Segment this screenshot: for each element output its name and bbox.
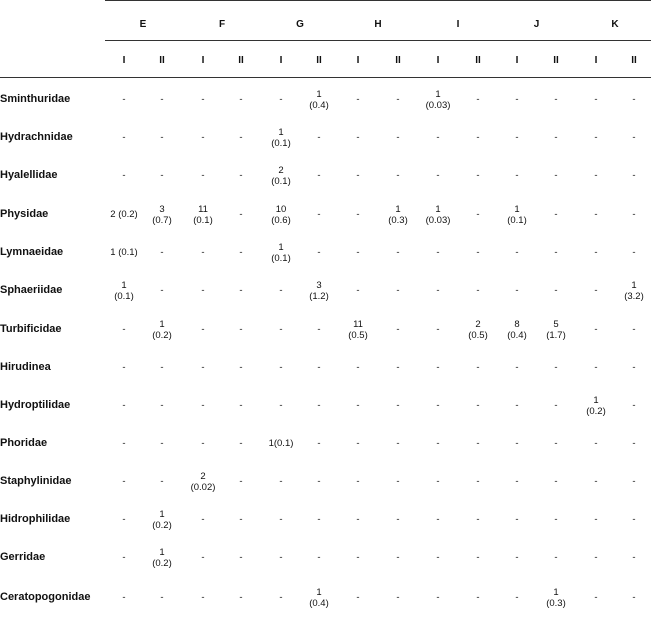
table-cell [609, 94, 651, 105]
cell-percent: (0.03) [425, 100, 451, 111]
cell-count: - [436, 552, 440, 563]
cell-count: - [594, 324, 598, 335]
row-label: Phoridae [0, 437, 48, 449]
cell-count: - [201, 514, 205, 525]
cell-count: 1 [121, 280, 127, 291]
cell-count: 2 [278, 165, 284, 176]
cell-count: - [279, 362, 283, 373]
cell-count: - [396, 94, 400, 105]
table-cell [609, 552, 651, 563]
subcolumn-header: II [631, 55, 637, 66]
cell-count: - [239, 94, 243, 105]
cell-count: - [201, 592, 205, 603]
cell-count: - [554, 94, 558, 105]
cell-count: - [356, 514, 360, 525]
cell-count: - [594, 438, 598, 449]
cell-count: 1 [159, 547, 165, 558]
cell-count: - [436, 476, 440, 487]
cell-count: - [356, 170, 360, 181]
cell-count: - [356, 285, 360, 296]
cell-count: - [632, 362, 636, 373]
cell-count: 1 [514, 204, 520, 215]
cell-count: 1 [593, 395, 599, 406]
cell-count: - [594, 170, 598, 181]
cell-count: - [436, 247, 440, 258]
cell-count: 11 [353, 319, 363, 330]
cell-count: - [239, 552, 243, 563]
cell-percent: (0.1) [507, 215, 527, 226]
cell-percent: (0.3) [546, 598, 566, 609]
cell-count: - [122, 400, 126, 411]
row-label: Ceratopogonidae [0, 591, 91, 603]
subcolumn-header: II [316, 55, 322, 66]
cell-percent: (0.5) [348, 330, 368, 341]
cell-count: - [160, 94, 164, 105]
cell-count: 1 [316, 587, 322, 598]
subcolumn-header: I [201, 55, 205, 66]
cell-count: - [515, 170, 519, 181]
group-header-i: I [456, 19, 460, 30]
cell-count: 2 [200, 471, 206, 482]
cell-count: - [239, 438, 243, 449]
subcolumn-header: II [238, 55, 244, 66]
cell-count: - [476, 362, 480, 373]
cell-count: - [160, 170, 164, 181]
cell-count: - [632, 552, 636, 563]
cell-percent: (0.4) [507, 330, 527, 341]
cell-count: - [239, 362, 243, 373]
cell-count: - [515, 438, 519, 449]
cell-count: - [594, 132, 598, 143]
cell-count: - [632, 400, 636, 411]
cell-count: 2 [475, 319, 481, 330]
cell-count: - [317, 552, 321, 563]
cell-count: - [122, 324, 126, 335]
cell-count: 1 [278, 242, 284, 253]
cell-count: - [436, 285, 440, 296]
cell-count: - [122, 132, 126, 143]
subcolumn-header: I [515, 55, 519, 66]
group-header-h: H [374, 19, 382, 30]
cell-count: - [515, 476, 519, 487]
group-header-g: G [296, 19, 304, 30]
cell-count: - [554, 362, 558, 373]
cell-count: - [396, 552, 400, 563]
cell-count: - [317, 324, 321, 335]
cell-count: - [476, 209, 480, 220]
row-label: Hyalellidae [0, 169, 58, 181]
row-label: Sphaeriidae [0, 284, 63, 296]
subcolumn-header: I [279, 55, 283, 66]
cell-count: - [201, 132, 205, 143]
cell-percent: (3.2) [624, 291, 644, 302]
table-cell [609, 438, 651, 449]
cell-count: - [476, 285, 480, 296]
cell-percent: (0.1) [271, 253, 291, 264]
cell-percent: (0.02) [190, 482, 216, 493]
cell-count: - [279, 476, 283, 487]
cell-count: - [515, 132, 519, 143]
cell-count: - [396, 362, 400, 373]
cell-count: 1 (0.1) [110, 247, 138, 258]
row-label: Hidrophilidae [0, 513, 71, 525]
cell-count: 1 [435, 89, 441, 100]
cell-count: - [239, 400, 243, 411]
cell-count: - [396, 476, 400, 487]
row-label: Turbificidae [0, 323, 62, 335]
row-label: Gerridae [0, 551, 46, 563]
subcolumn-header: II [395, 55, 401, 66]
row-label: Staphylinidae [0, 475, 72, 487]
cell-count: - [515, 94, 519, 105]
cell-count: - [554, 400, 558, 411]
group-header-f: F [218, 19, 226, 30]
cell-count: - [436, 438, 440, 449]
group-header-e: E [139, 19, 147, 30]
cell-count: 3 [316, 280, 322, 291]
cell-count: - [160, 476, 164, 487]
table-cell [609, 362, 651, 373]
cell-count: - [594, 476, 598, 487]
cell-count: - [122, 438, 126, 449]
cell-count: - [317, 247, 321, 258]
cell-count: 1 [159, 509, 165, 520]
table-cell [609, 324, 651, 335]
cell-count: - [476, 247, 480, 258]
cell-percent: (0.1) [271, 138, 291, 149]
cell-count: - [594, 209, 598, 220]
cell-count: - [554, 438, 558, 449]
row-label: Sminthuridae [0, 93, 71, 105]
cell-count: - [160, 285, 164, 296]
cell-percent: (0.4) [309, 598, 329, 609]
cell-count: - [594, 552, 598, 563]
cell-count: 1 [278, 127, 284, 138]
cell-count: 1 [435, 204, 441, 215]
cell-count: - [632, 324, 636, 335]
cell-count: - [554, 247, 558, 258]
cell-count: - [632, 247, 636, 258]
cell-count: - [476, 438, 480, 449]
cell-count: - [476, 514, 480, 525]
cell-count: 1 [631, 280, 637, 291]
cell-count: - [476, 592, 480, 603]
cell-count: - [356, 400, 360, 411]
cell-count: - [122, 94, 126, 105]
cell-count: - [356, 94, 360, 105]
cell-percent: (0.2) [152, 558, 172, 569]
cell-count: - [201, 170, 205, 181]
cell-count: - [122, 170, 126, 181]
cell-percent: (0.03) [425, 215, 451, 226]
cell-count: - [594, 94, 598, 105]
cell-count: - [279, 324, 283, 335]
table-cell [609, 247, 651, 258]
cell-count: - [356, 132, 360, 143]
cell-count: - [201, 362, 205, 373]
cell-percent: (0.5) [468, 330, 488, 341]
cell-count: - [356, 438, 360, 449]
cell-count: - [515, 362, 519, 373]
cell-count: - [356, 362, 360, 373]
cell-count: - [594, 247, 598, 258]
cell-count: - [317, 514, 321, 525]
group-header-j: J [533, 19, 540, 30]
cell-percent: (1.2) [309, 291, 329, 302]
cell-count: 8 [514, 319, 520, 330]
cell-count: - [279, 514, 283, 525]
cell-count: - [279, 94, 283, 105]
subcolumn-header: I [594, 55, 598, 66]
cell-count: - [317, 132, 321, 143]
cell-count: - [554, 170, 558, 181]
cell-count: - [396, 514, 400, 525]
cell-percent: (0.1) [271, 176, 291, 187]
cell-count: - [632, 170, 636, 181]
cell-count: 1 [395, 204, 401, 215]
cell-count: - [317, 170, 321, 181]
cell-count: - [279, 592, 283, 603]
cell-count: - [554, 285, 558, 296]
cell-count: - [317, 209, 321, 220]
cell-count: - [317, 362, 321, 373]
cell-percent: (0.1) [114, 291, 134, 302]
cell-count: - [436, 400, 440, 411]
table-cell [609, 592, 651, 603]
cell-count: - [436, 170, 440, 181]
cell-count: - [396, 132, 400, 143]
cell-count: - [554, 514, 558, 525]
cell-count: - [396, 247, 400, 258]
cell-count: 10 [275, 204, 287, 215]
cell-count: 1(0.1) [268, 438, 294, 449]
cell-count: - [356, 476, 360, 487]
cell-count: - [436, 132, 440, 143]
cell-count: 11 [198, 204, 208, 215]
cell-count: - [317, 438, 321, 449]
group-header-k: K [611, 19, 619, 30]
subcolumn-header: II [475, 55, 481, 66]
cell-count: - [201, 94, 205, 105]
cell-count: - [279, 285, 283, 296]
cell-count: - [356, 592, 360, 603]
cell-count: - [122, 476, 126, 487]
cell-count: - [239, 247, 243, 258]
table-cell [609, 209, 651, 220]
cell-count: - [476, 400, 480, 411]
cell-count: - [554, 552, 558, 563]
table-cell [609, 170, 651, 181]
cell-count: - [436, 324, 440, 335]
cell-count: - [436, 514, 440, 525]
top-rule [105, 0, 651, 1]
subcolumn-header: II [159, 55, 165, 66]
cell-count: - [201, 552, 205, 563]
cell-count: - [239, 285, 243, 296]
cell-count: - [632, 476, 636, 487]
cell-count: - [594, 362, 598, 373]
cell-count: - [122, 362, 126, 373]
cell-count: - [515, 285, 519, 296]
row-label: Hirudinea [0, 361, 51, 373]
cell-count: - [201, 438, 205, 449]
cell-count: 3 [159, 204, 165, 215]
cell-count: - [554, 476, 558, 487]
cell-percent: (0.1) [193, 215, 213, 226]
cell-count: - [356, 209, 360, 220]
cell-count: - [201, 400, 205, 411]
cell-count: - [160, 362, 164, 373]
cell-percent: (0.7) [152, 215, 172, 226]
cell-count: - [239, 476, 243, 487]
cell-count: - [201, 285, 205, 296]
cell-count: - [396, 324, 400, 335]
cell-count: - [160, 247, 164, 258]
row-label: Hydrachnidae [0, 131, 73, 143]
cell-count: 1 [159, 319, 165, 330]
cell-count: - [436, 362, 440, 373]
table-cell [609, 514, 651, 525]
cell-percent: (0.3) [388, 215, 408, 226]
cell-count: - [515, 552, 519, 563]
cell-count: - [122, 552, 126, 563]
cell-count: - [515, 247, 519, 258]
cell-count: - [476, 170, 480, 181]
cell-count: - [515, 514, 519, 525]
cell-percent: (0.2) [152, 520, 172, 531]
cell-count: - [201, 324, 205, 335]
cell-percent: (0.2) [586, 406, 606, 417]
cell-percent: (0.4) [309, 100, 329, 111]
cell-count: - [396, 400, 400, 411]
subcolumn-header: I [122, 55, 126, 66]
cell-count: - [160, 400, 164, 411]
cell-count: - [594, 514, 598, 525]
cell-count: - [239, 324, 243, 335]
row-label: Lymnaeidae [0, 246, 64, 258]
cell-count: - [632, 94, 636, 105]
cell-count: - [594, 592, 598, 603]
cell-count: - [436, 592, 440, 603]
cell-count: - [239, 209, 243, 220]
cell-count: - [396, 592, 400, 603]
cell-count: - [632, 514, 636, 525]
row-label: Hydroptilidae [0, 399, 71, 411]
cell-count: 1 [316, 89, 322, 100]
cell-count: - [160, 438, 164, 449]
table-cell [609, 132, 651, 143]
cell-count: - [239, 592, 243, 603]
subcolumn-header: I [356, 55, 360, 66]
cell-count: - [122, 514, 126, 525]
table-cell [609, 280, 651, 302]
cell-count: 2 (0.2) [110, 209, 138, 220]
cell-percent: (1.7) [546, 330, 566, 341]
cell-count: - [554, 209, 558, 220]
cell-count: - [239, 132, 243, 143]
cell-count: - [476, 132, 480, 143]
cell-count: - [239, 514, 243, 525]
subcolumn-header: II [553, 55, 559, 66]
cell-count: - [396, 438, 400, 449]
cell-count: - [356, 247, 360, 258]
table-cell [609, 476, 651, 487]
cell-count: - [515, 592, 519, 603]
cell-count: - [160, 592, 164, 603]
cell-count: 5 [553, 319, 559, 330]
cell-count: - [476, 476, 480, 487]
cell-count: - [356, 552, 360, 563]
cell-count: 1 [553, 587, 559, 598]
cell-count: - [554, 132, 558, 143]
cell-count: - [632, 132, 636, 143]
cell-count: - [317, 476, 321, 487]
cell-count: - [476, 552, 480, 563]
group-header-rule [105, 40, 651, 41]
subcolumn-header: I [436, 55, 440, 66]
table-cell [609, 400, 651, 411]
cell-count: - [160, 132, 164, 143]
cell-count: - [317, 400, 321, 411]
row-label: Physidae [0, 208, 49, 220]
cell-count: - [632, 438, 636, 449]
cell-count: - [594, 285, 598, 296]
cell-count: - [396, 285, 400, 296]
cell-count: - [122, 592, 126, 603]
cell-count: - [279, 552, 283, 563]
cell-percent: (0.2) [152, 330, 172, 341]
cell-count: - [515, 400, 519, 411]
subheader-rule [0, 77, 651, 78]
cell-count: - [279, 400, 283, 411]
cell-percent: (0.6) [271, 215, 291, 226]
cell-count: - [476, 94, 480, 105]
cell-count: - [201, 247, 205, 258]
cell-count: - [632, 592, 636, 603]
cell-count: - [632, 209, 636, 220]
cell-count: - [239, 170, 243, 181]
cell-count: - [396, 170, 400, 181]
